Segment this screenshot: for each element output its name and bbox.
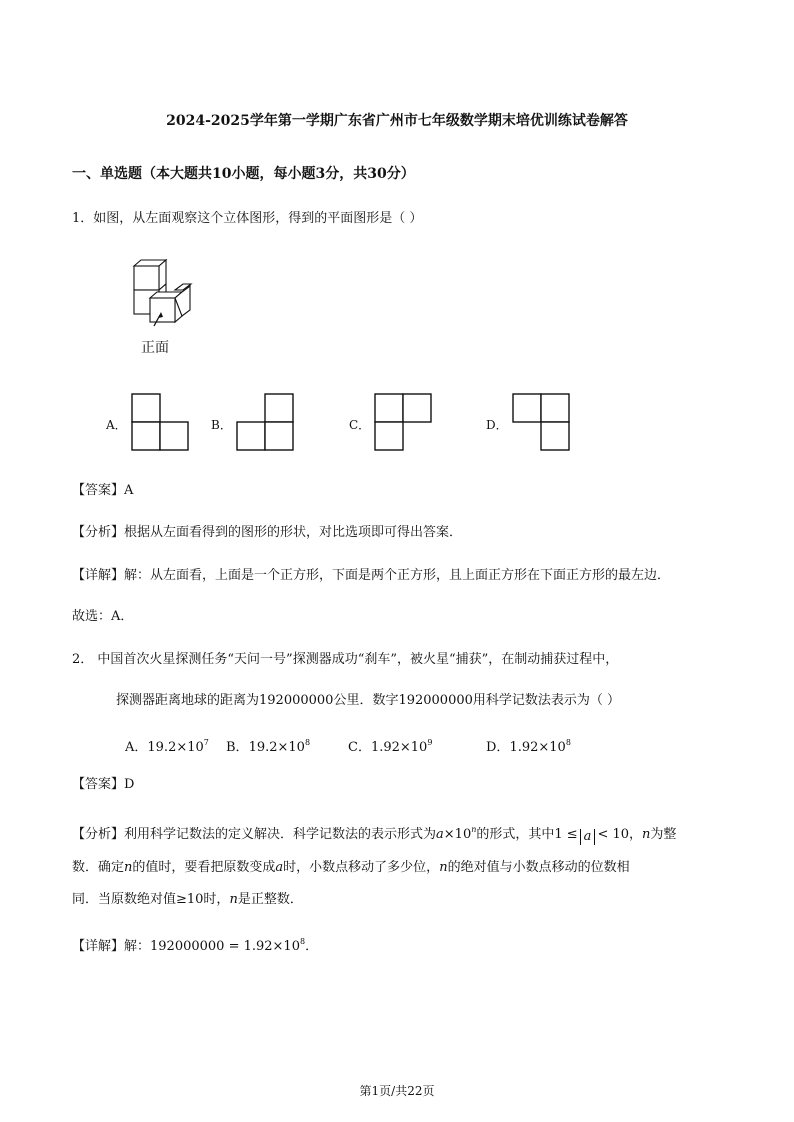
q2-option-d (486, 734, 571, 757)
q2-option-a-base: 19.2×10 (147, 740, 204, 755)
q2-stem-line2: 探测器距离地球的距离为192000000公里．数字192000000用科学记数法表示为（ ） (116, 693, 621, 708)
q2-detail-end: ． (305, 939, 319, 954)
q1-option-b-label: B． (211, 418, 232, 432)
q2-option-c (348, 734, 432, 757)
q2-analysis-l2-c: 时，小数点移动了多少位， (283, 860, 440, 875)
q2-option-b-label: B． (226, 740, 249, 755)
q2-analysis-l2-b: 的值时，要看把原数变成 (132, 860, 276, 875)
q1-option-d-figure (512, 393, 570, 451)
q1-answer: 【答案】A (72, 483, 134, 498)
q2-analysis-text-2: 的形式，其中1 ≤ (476, 827, 578, 842)
q2-analysis-l3-a: 同．当原数绝对值≥10时， (72, 892, 230, 907)
q2-stem-line1: 2． 中国首次火星探测任务“天问一号”探测器成功“刹车”，被火星“捕获”，在制动捕获过程中， (72, 652, 619, 667)
q1-option-c-figure (374, 393, 432, 451)
q2-analysis-l2-avar: a (275, 860, 284, 875)
q2-analysis-l2-n2: n (439, 860, 448, 875)
q1-stem: 1．如图，从左面观察这个立体图形，得到的平面图形是（ ） (72, 211, 423, 226)
q2-analysis-text-1: 【分析】利用科学记数法的定义解决．科学记数法的表示形式为 (72, 827, 437, 842)
q1-detail: 【详解】解：从左面看，上面是一个正方形，下面是两个正方形，且上面正方形在下面正方形的最左边． (72, 568, 671, 583)
page-footer: 第1页/共22页 (359, 1084, 435, 1098)
q1-option-a-figure (131, 393, 189, 451)
q2-analysis-l2-d: 的绝对值与小数点移动的位数相 (447, 860, 630, 875)
q1-front-label: 正面 (141, 340, 169, 356)
q2-option-c-label: C． (348, 740, 371, 755)
q2-analysis-formula-exp: n (471, 825, 477, 834)
q2-option-b-exp: 8 (304, 738, 311, 747)
q2-analysis-line2 (72, 859, 630, 877)
q1-option-a-label: A． (106, 418, 127, 432)
q2-analysis-n: n (642, 827, 651, 842)
q2-option-b-base: 19.2×10 (248, 740, 305, 755)
q2-analysis-text-3: < 10， (597, 827, 643, 842)
q2-analysis-formula-times: ×10 (443, 827, 472, 842)
q2-option-b (226, 734, 310, 757)
q2-option-a (125, 734, 209, 757)
q2-detail-text: 【详解】解：192000000 = 1.92×10 (72, 939, 300, 954)
q2-answer: 【答案】D (72, 777, 135, 792)
q2-analysis-l3-b: 是正整数． (237, 892, 303, 907)
section-heading: 一、单选题（本大题共10小题，每小题3分，共30分） (72, 166, 415, 182)
q2-option-d-exp: 8 (565, 738, 571, 747)
q2-analysis-text-4: 为整 (650, 827, 677, 842)
q2-analysis-l3-n: n (229, 892, 238, 907)
q2-option-c-base: 1.92×10 (370, 740, 428, 755)
q1-option-b-figure (236, 393, 294, 451)
q2-option-d-label: D． (486, 740, 510, 755)
page-title: 2024-2025学年第一学期广东省广州市七年级数学期末培优训练试卷解答 (166, 113, 628, 129)
q2-option-a-label: A． (125, 740, 148, 755)
q2-detail (72, 933, 318, 956)
q2-option-c-exp: 9 (427, 738, 433, 747)
q2-option-d-base: 1.92×10 (509, 740, 566, 755)
q2-analysis-l2-a: 数．确定 (72, 860, 125, 875)
q1-choice: 故选：A． (72, 609, 134, 624)
q2-detail-exp: 8 (299, 937, 306, 946)
q2-analysis-line3 (72, 891, 303, 909)
q2-analysis-formula-a: a (436, 827, 444, 842)
q2-analysis-line1 (72, 821, 676, 845)
q1-option-d-label: D． (486, 418, 508, 432)
q1-analysis: 【分析】根据从左面看得到的图形的形状，对比选项即可得出答案． (72, 525, 463, 540)
q2-option-a-exp: 7 (203, 738, 209, 747)
q2-analysis-abs-a: a (580, 829, 596, 845)
q1-cube-figure (128, 258, 198, 328)
q2-analysis-l2-n1: n (124, 860, 133, 875)
q1-option-c-label: C． (349, 418, 371, 432)
